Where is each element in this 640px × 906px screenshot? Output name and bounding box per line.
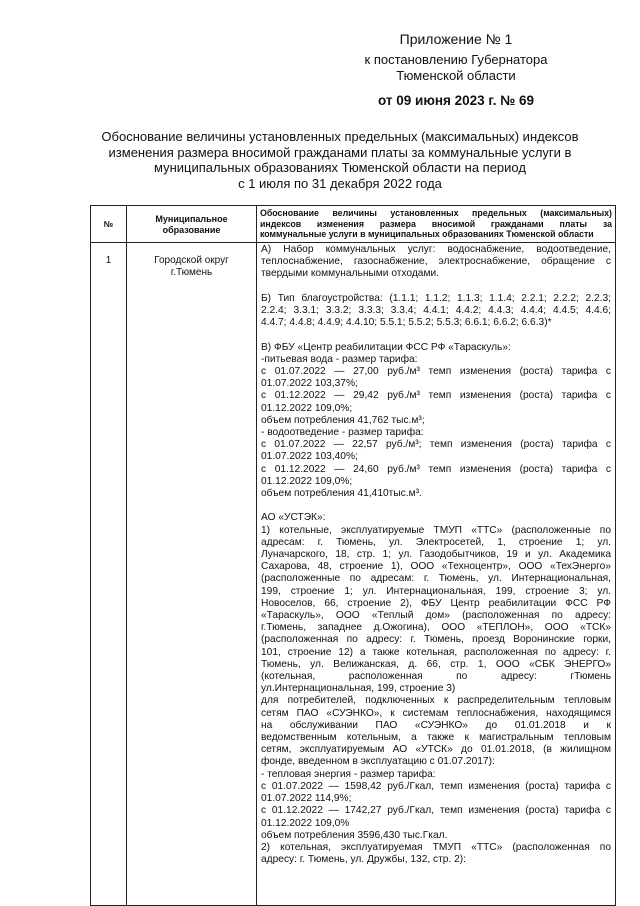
heading-line: с 1 июля по 31 декабря 2022 года <box>238 175 442 191</box>
justification-line: «Тараскуль», ООО «Теплый дом» (расположенная по адресу: <box>261 610 611 622</box>
justification-line: 199, строение 1; ул. Интернациональная, 199, строение 3; ул. <box>261 585 611 597</box>
justification-line: (котельная, расположенная по адресу: гТюмень <box>261 671 611 683</box>
header-municipality: Муниципальное образование <box>127 206 257 243</box>
justification-line: 2.2.4; 3.3.1; 3.3.2; 3.3.3; 3.3.4; 4.4.1; 4.4.2; 4.4.3; 4.4.4; 4.4.5; 4.4.6; <box>261 305 611 316</box>
appendix-title: Приложение № 1 <box>399 31 513 47</box>
justification-line: объем потребления 3596,430 тыс.Гкал. <box>261 829 448 841</box>
justification-line: 01.12.2022 109,0% <box>261 817 350 829</box>
table-header-row <box>91 206 616 243</box>
header-justification-line: индексов изменения размера вносимой гражданами платы за <box>260 218 612 229</box>
appendix-line-2: Тюменской области <box>396 68 516 83</box>
paragraph-gap <box>261 281 611 293</box>
header-justification-line: коммунальные услуги в муниципальных образованиях Тюменской области <box>260 229 594 239</box>
heading-line: муниципальных образованиях Тюменской области на период <box>154 160 526 175</box>
justification-line: на обслуживании ПАО «СУЭНКО» до 01.01.2018 и к <box>261 719 611 731</box>
justification-line: с 01.07.2022 — 1598,42 руб./Гкал, темп изменения (роста) тарифа с <box>261 780 611 792</box>
appendix-date: от 09 июня 2023 г. № 69 <box>377 93 535 108</box>
row-num: 1 <box>91 243 127 906</box>
justification-line: (расположенная по адресу: г. Тюмень, проезд Воронинские горки, <box>261 634 611 646</box>
justification-line: 01.12.2022 109,0%; <box>261 402 353 414</box>
justification-line: сетям, эксплуатируемым АО «УТСК» до 01.01.2018, (в жилищном <box>261 744 611 756</box>
justification-line: г.Тюмень, западнее д.Ожогина), ООО «ТЕПЛОН», ООО «ТСК» <box>261 622 611 634</box>
justification-line: адресу: г. Тюмень, ул. Дружбы, 132, стр. 2): <box>261 854 467 866</box>
justification-line: 101, строение 12) а также котельная, расположенная по адресу: г. <box>261 646 611 658</box>
justification-line: твердыми коммунальными отходами. <box>261 268 439 280</box>
justification-line: -питьевая вода - размер тарифа: <box>261 353 418 365</box>
appendix-line-1: к постановлению Губернатора <box>364 52 548 67</box>
justification-line: Б) Тип благоустройства: (1.1.1; 1.1.2; 1.1.3; 1.1.4; 2.2.1; 2.2.2; 2.2.3; <box>261 292 611 304</box>
justification-table <box>90 205 616 906</box>
municipality-line: Городской округ <box>154 255 229 266</box>
justification-line: 01.07.2022 114,9%; <box>261 793 352 805</box>
justification-line: - тепловая энергия - размер тарифа: <box>261 768 436 780</box>
heading-line: Обоснование величины установленных предельных (максимальных) индексов <box>101 129 579 144</box>
justification-line: 2) котельная, эксплуатируемая ТМУП «ТТС» (расположенная по <box>261 841 611 853</box>
justification-line: - водоотведение - размер тарифа: <box>261 427 424 439</box>
justification-line: (расположенные по адресам: г. Тюмень, ул. Интернациональная, <box>261 573 611 585</box>
justification-line: Тюмень, ул. Велижанская, д. 66, стр. 1, ООО «СБК ЭНЕРГО» <box>261 658 611 670</box>
justification-line: с 01.12.2022 — 1742,27 руб./Гкал, темп изменения (роста) тарифа с <box>261 805 611 817</box>
document-heading <box>80 129 600 191</box>
header-justification-line: Обоснование величины установленных предельных (максимальных) <box>260 208 612 218</box>
justification-line: теплоснабжение, газоснабжение, электроснабжение, обращение с <box>261 256 611 268</box>
justification-line: 1) котельные, эксплуатируемые ТМУП «ТТС» (расположенные по <box>261 524 611 536</box>
justification-line: с 01.12.2022 — 29,42 руб./м³ темп изменения (роста) тарифа с <box>261 390 611 402</box>
justification-line: 01.12.2022 109,0%; <box>261 475 353 487</box>
header-num: № <box>91 206 127 243</box>
appendix-block <box>336 0 576 120</box>
justification-line: с 01.07.2022 — 27,00 руб./м³ темп изменения (роста) тарифа с <box>261 366 611 377</box>
justification-line: сетям ПАО «СУЭНКО», к системам теплоснабжения, находящимся <box>261 707 611 719</box>
table-row <box>91 243 616 906</box>
justification-line: ул.Интернациональная, 199, строение 3) <box>261 683 456 695</box>
municipality-line: г.Тюмень <box>170 267 213 278</box>
justification-line: Сахарова, 48, строение 1), ООО «Техноцентр», ООО «ТехЭнерго» <box>261 561 611 573</box>
paragraph-gap <box>261 329 611 341</box>
justification-line: объем потребления 41,410тыс.м³. <box>261 488 422 500</box>
row-justification <box>257 243 616 906</box>
paragraph-gap <box>261 500 611 512</box>
heading-line: изменения размера вносимой гражданами платы за коммунальные услуги в <box>108 144 572 160</box>
justification-line: 01.07.2022 103,37%; <box>261 378 358 390</box>
row-municipality <box>127 243 257 906</box>
justification-line: 01.07.2022 103,40%; <box>261 451 358 463</box>
justification-line: с 01.12.2022 — 24,60 руб./м³ темп изменения (роста) тарифа с <box>261 463 611 475</box>
justification-line: с 01.07.2022 — 22,57 руб./м³; темп изменения (роста) тарифа с <box>261 439 611 451</box>
justification-line: фонде, введенном в эксплуатацию с 01.07.2017): <box>261 756 495 768</box>
justification-line: АО «УСТЭК»: <box>261 512 326 524</box>
justification-line: 4.4.7; 4.4.8; 4.4.9; 4.4.10; 5.5.1; 5.5.2; 5.5.3; 6.6.1; 6.6.2; 6.6.3)* <box>261 317 552 329</box>
justification-line: Новоселов, 66, строение 2), ФБУ Центр реабилитации ФСС РФ <box>261 597 611 609</box>
justification-line: для потребителей, подключенных к распределительным тепловым <box>261 695 611 707</box>
justification-line: объем потребления 41,762 тыс.м³; <box>261 414 425 426</box>
justification-line: Луначарского, 18, стр. 1; ул. Газодобытчиков, 19 и ул. Академика <box>261 549 611 561</box>
justification-line: А) Набор коммунальных услуг: водоснабжение, водоотведение, <box>261 244 611 255</box>
justification-line: ведомственным котельным, а также к магистральным тепловым <box>261 732 611 744</box>
justification-line: адресам: г. Тюмень, ул. Электросетей, 1, строение 1; ул. <box>261 536 611 548</box>
header-justification <box>257 206 616 243</box>
justification-line: В) ФБУ «Центр реабилитации ФСС РФ «Тараскуль»: <box>261 341 511 353</box>
